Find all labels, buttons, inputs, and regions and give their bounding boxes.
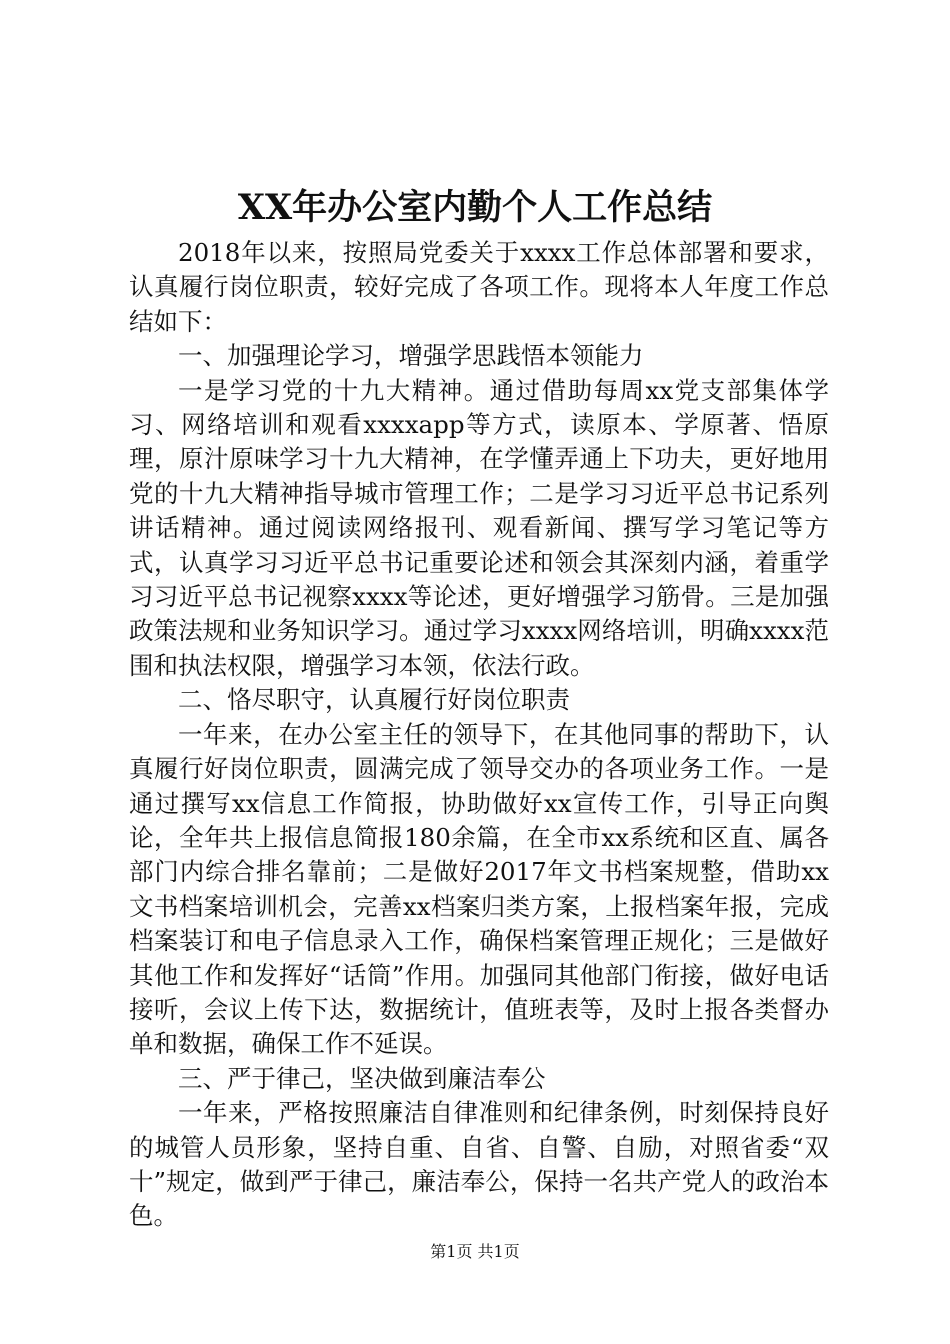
page-number-footer: 第1页 共1页 xyxy=(430,1242,520,1261)
section-1-paragraph: 一是学习党的十九大精神。通过借助每周xx党支部集体学习、网络培训和观看xxxxapp等方式，读原本、学原著、悟原理，原汁原味学习十九大精神，在学懂弄通上下功夫，更好地用党的十九大精神指导城市管理工作；二是学习习近平总书记系列讲话精神。通过阅读网络报刊、观看新闻、撰写学习笔记等方式，认真学习习近平总书记重要论述和领会其深刻内涵，着重学习习近平总书记视察xxxx等论述，更好增强学习筋骨。三是加强政策法规和业务知识学习。通过学习xxxx网络培训，明确xxxx范围和执法权限，增强学习本领，依法行政。 xyxy=(129,375,829,680)
section-heading-3: 三、严于律己，坚决做到廉洁奉公 xyxy=(178,1063,546,1093)
intro-paragraph: 2018年以来，按照局党委关于xxxx工作总体部署和要求，认真履行岗位职责，较好完成了各项工作。现将本人年度工作总结如下： xyxy=(129,238,829,336)
section-heading-2: 二、恪尽职守，认真履行好岗位职责 xyxy=(178,685,570,715)
document-body xyxy=(129,236,829,1234)
section-heading-1: 一、加强理论学习，增强学思践悟本领能力 xyxy=(178,341,644,371)
section-2-paragraph: 一年来，在办公室主任的领导下，在其他同事的帮助下，认真履行好岗位职责，圆满完成了领导交办的各项业务工作。一是通过撰写xx信息工作简报，协助做好xx宣传工作，引导正向舆论，全年共上报信息简报180余篇，在全市xx系统和区直、属各部门内综合排名靠前；二是做好2017年文书档案规整，借助xx文书档案培训机会，完善xx档案归类方案，上报档案年报，完成档案装订和电子信息录入工作，确保档案管理正规化；三是做好其他工作和发挥好“话筒”作用。加强同其他部门衔接，做好电话接听，会议上传下达，数据统计，值班表等，及时上报各类督办单和数据，确保工作不延误。 xyxy=(129,719,829,1059)
section-3-paragraph: 一年来，严格按照廉洁自律准则和纪律条例，时刻保持良好的城管人员形象，坚持自重、自省、自警、自励，对照省委“双十”规定，做到严于律己，廉洁奉公，保持一名共产党人的政治本色。 xyxy=(129,1098,829,1231)
document-title: XX年办公室内勤个人工作总结 xyxy=(237,187,713,228)
